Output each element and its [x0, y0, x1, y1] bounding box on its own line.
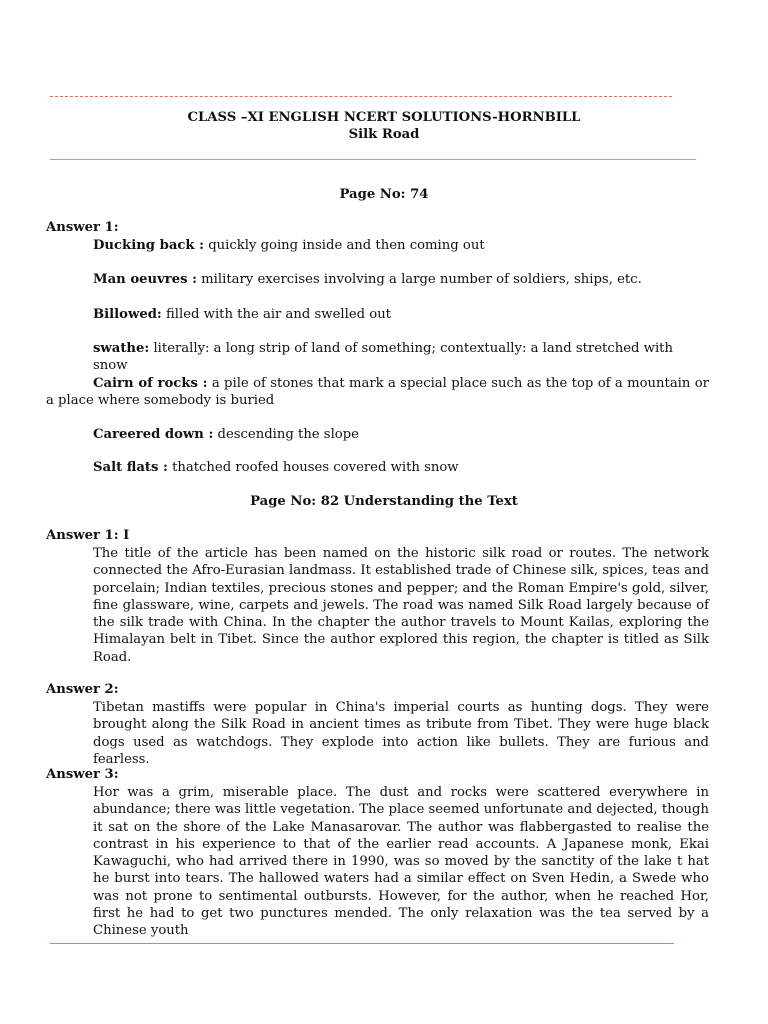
- footer-divider: [50, 943, 674, 944]
- answer-text: Hor was a grim, miserable place. The dust and rocks were scattered everywhere in abundance; there was little vegetation. The place seemed unfortunate and dejected, though it sat on the shore of the Lake Manasarovar. The author was flabbergasted to realise the contrast in his experience to that of the earlier read accounts. A Japanese monk, Ekai Kawaguchi, who had arrived there in 1990, was so moved by the sanctity of the lake t hat he burst into tears. The hallowed waters had a similar effect on Sven Hedin, a Swede who was not prone to sentimental outbursts. However, for the author, when he reached Hor, first he had to get two punctures mended. The only relaxation was the tea served by a Chinese youth: [93, 785, 709, 939]
- answer-text: The title of the article has been named on the historic silk road or routes. The network connected the Afro-Eurasian landmass. It established trade of Chinese silk, spices, teas and porcelain; Indian textiles, precious stones and pepper; and the Roman Empire's gold, silver, fine glassware, wine, carpets and jewels. The road was named Silk Road largely because of the silk trade with China. In the chapter the author travels to Mount Kailas, exploring the Himalayan belt in Tibet. Since the author explored this region, the chapter is titled as Silk Road.: [93, 546, 709, 665]
- definition-term: Careered down :: [93, 427, 214, 442]
- definition-term: Ducking back :: [93, 238, 204, 253]
- answer-text: Tibetan mastiffs were popular in China's imperial courts as hunting dogs. They were brought along the Silk Road in ancient times as tribute from Tibet. They were huge black dogs used as watchdogs. They explode into action like bullets. They are furious and fearless.: [93, 700, 709, 767]
- definition-meaning: thatched roofed houses covered with snow: [167, 460, 459, 475]
- header-divider: [50, 159, 696, 160]
- definition-meaning: literally: a long strip of land of something; contextually: a land stretched with snow: [93, 341, 673, 373]
- definition-term: Cairn of rocks :: [93, 376, 208, 391]
- definition-item: [93, 237, 709, 254]
- definition-item: [93, 459, 709, 476]
- definition-item: [93, 426, 709, 443]
- definition-item: [93, 306, 709, 323]
- definition-term: Salt flats :: [93, 460, 168, 475]
- definition-meaning: filled with the air and swelled out: [161, 307, 391, 322]
- answer-label: Answer 2:: [46, 682, 119, 697]
- answer-label: Answer 3:: [46, 767, 119, 782]
- definition-item: [93, 271, 709, 288]
- answer-label: Answer 1:: [46, 220, 119, 235]
- definition-meaning: quickly going inside and then coming out: [204, 238, 485, 253]
- definition-term: Billowed:: [93, 307, 162, 322]
- answer-label: Answer 1: I: [46, 528, 130, 543]
- top-dashed-rule: [50, 96, 672, 97]
- definition-meaning: military exercises involving a large number of soldiers, ships, etc.: [196, 272, 642, 287]
- page-heading-74: Page No: 74: [339, 187, 429, 202]
- definition-item: [93, 340, 709, 374]
- definition-item: [46, 375, 709, 409]
- definition-meaning: a pile of stones that mark a special place such as the top of a mountain or a place where somebody is buried: [46, 376, 709, 408]
- definition-meaning: descending the slope: [213, 427, 359, 442]
- definition-term: Man oeuvres :: [93, 272, 197, 287]
- document-subtitle: Silk Road: [348, 127, 420, 142]
- definition-term: swathe:: [93, 341, 150, 356]
- page-heading-82: Page No: 82 Understanding the Text: [250, 494, 518, 509]
- document-title: CLASS –XI ENGLISH NCERT SOLUTIONS-HORNBILL: [187, 110, 581, 125]
